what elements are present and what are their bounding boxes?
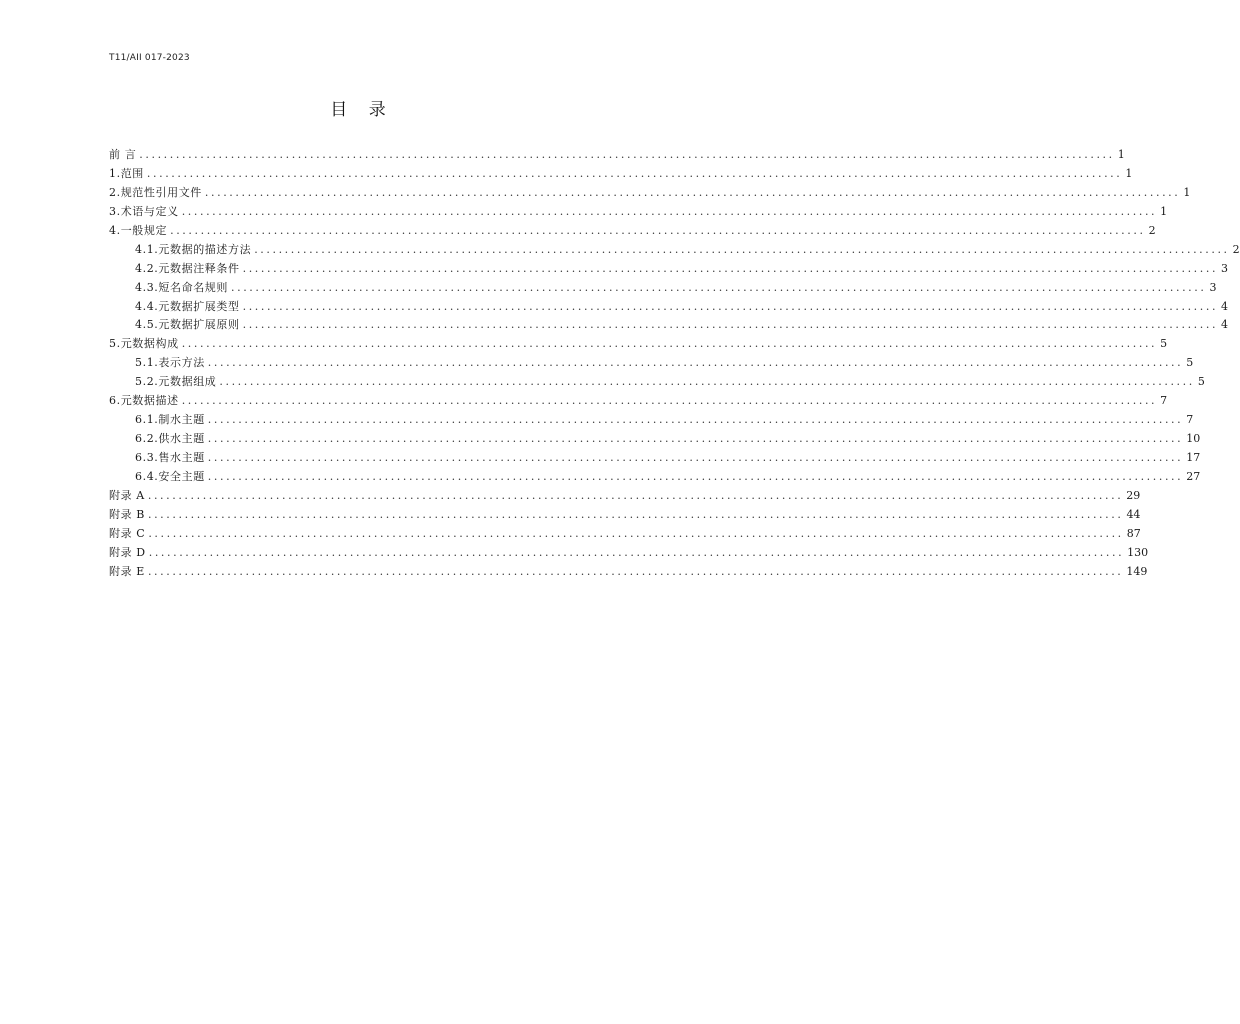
dot-leader: ................................................................................................................................................................: [204, 185, 1181, 199]
toc-entry-label: 5.元数据构成: [109, 337, 179, 351]
dot-leader: ................................................................................................................................................................: [254, 242, 1230, 256]
toc-entry-label: 5.1.表示方法: [135, 356, 205, 370]
toc-entry-appendix-d[interactable]: [109, 544, 1149, 563]
dot-leader: ................................................................................................................................................................: [207, 432, 1184, 446]
toc-entry-label: 4.4.元数据扩展类型: [135, 299, 240, 313]
toc-entry-label: 1.范围: [109, 166, 144, 180]
toc-entry-page: 4: [1221, 318, 1229, 332]
toc-entry-page: 130: [1127, 545, 1149, 559]
toc-entry-page: 3: [1221, 261, 1229, 275]
toc-entry-5-1[interactable]: [109, 354, 1194, 373]
toc-entry-normative-references[interactable]: [109, 184, 1191, 203]
toc-entry-4-4[interactable]: [109, 298, 1229, 317]
toc-entry-label: 附录 C: [109, 526, 146, 540]
dot-leader: ................................................................................................................................................................: [207, 356, 1184, 370]
toc-entry-label: 附录 D: [109, 545, 146, 559]
dot-leader: ................................................................................................................................................................: [148, 526, 1124, 540]
toc-entry-scope[interactable]: [109, 165, 1133, 184]
toc-entry-page: 2: [1232, 242, 1240, 256]
dot-leader: ................................................................................................................................................................: [181, 204, 1158, 218]
dot-leader: ................................................................................................................................................................: [181, 394, 1158, 408]
dot-leader: ................................................................................................................................................................: [207, 413, 1184, 427]
toc-entry-page: 7: [1186, 413, 1194, 427]
toc-entry-page: 87: [1126, 526, 1141, 540]
toc-entry-page: 17: [1186, 451, 1201, 464]
toc-entry-page: 1: [1183, 185, 1191, 199]
toc-entry-page: 1: [1117, 148, 1125, 161]
toc-entry-label: 6.2.供水主题: [135, 432, 205, 446]
dot-leader: ................................................................................................................................................................: [207, 451, 1184, 464]
dot-leader: ................................................................................................................................................................: [147, 564, 1124, 578]
toc-entry-page: 7: [1160, 394, 1168, 408]
toc-entry-label: 6.4.安全主题: [135, 469, 205, 483]
toc-entry-label: 附录 A: [109, 488, 145, 502]
toc-entry-appendix-e[interactable]: [109, 563, 1148, 582]
dot-leader: ................................................................................................................................................................: [147, 507, 1124, 521]
toc-entry-page: 44: [1126, 507, 1141, 521]
toc-entry-page: 2: [1148, 223, 1156, 237]
toc-entry-label: 前 言: [109, 148, 137, 161]
toc-entry-appendix-a[interactable]: [109, 487, 1141, 506]
dot-leader: ................................................................................................................................................................: [170, 223, 1146, 237]
toc-entry-metadata-description[interactable]: [109, 392, 1168, 411]
dot-leader: ................................................................................................................................................................: [148, 545, 1125, 559]
toc-entry-label: 6.元数据描述: [109, 394, 179, 408]
dot-leader: ................................................................................................................................................................: [242, 318, 1219, 332]
toc-entry-label: 附录 B: [109, 507, 145, 521]
table-of-contents: [109, 146, 1240, 582]
toc-entry-4-1[interactable]: [109, 241, 1240, 260]
toc-entry-label: 4.一般规定: [109, 223, 168, 237]
toc-entry-page: 5: [1160, 337, 1168, 351]
toc-entry-page: 10: [1186, 432, 1201, 446]
toc-entry-5-2[interactable]: [109, 373, 1205, 392]
toc-entry-metadata-composition[interactable]: [109, 335, 1168, 354]
toc-entry-label: 6.1.制水主题: [135, 413, 205, 427]
dot-leader: ................................................................................................................................................................: [147, 488, 1124, 502]
dot-leader: ................................................................................................................................................................: [242, 261, 1219, 275]
document-id: T11/AII 017-2023: [109, 53, 190, 63]
toc-entry-page: 5: [1186, 356, 1194, 370]
toc-entry-label: 5.2.元数据组成: [135, 375, 217, 389]
toc-entry-label: 3.术语与定义: [109, 204, 179, 218]
toc-entry-label: 4.5.元数据扩展原则: [135, 318, 240, 332]
dot-leader: ................................................................................................................................................................: [231, 280, 1207, 294]
toc-entry-page: 5: [1197, 375, 1205, 389]
toc-entry-6-1[interactable]: [109, 411, 1194, 430]
toc-entry-appendix-b[interactable]: [109, 506, 1141, 525]
toc-entry-label: 附录 E: [109, 564, 145, 578]
toc-entry-6-4[interactable]: [109, 468, 1201, 487]
dot-leader: ................................................................................................................................................................: [139, 148, 1115, 161]
toc-entry-page: 29: [1126, 488, 1141, 502]
toc-entry-6-2[interactable]: [109, 430, 1201, 449]
dot-leader: ................................................................................................................................................................: [181, 337, 1158, 351]
dot-leader: ................................................................................................................................................................: [219, 375, 1195, 389]
toc-entry-label: 2.规范性引用文件: [109, 185, 202, 199]
toc-entry-label: 4.2.元数据注释条件: [135, 261, 240, 275]
toc-entry-terms-definitions[interactable]: [109, 203, 1168, 222]
toc-entry-6-3[interactable]: [109, 449, 1201, 468]
toc-title: 目 录: [330, 100, 394, 120]
toc-entry-page: 27: [1186, 469, 1201, 483]
toc-entry-label: 4.1.元数据的描述方法: [135, 242, 252, 256]
toc-entry-label: 6.3.售水主题: [135, 451, 205, 464]
toc-entry-4-2[interactable]: [109, 260, 1229, 279]
dot-leader: ................................................................................................................................................................: [207, 469, 1184, 483]
toc-entry-page: 4: [1221, 299, 1229, 313]
dot-leader: ................................................................................................................................................................: [242, 299, 1219, 313]
toc-entry-foreword[interactable]: [109, 146, 1125, 165]
toc-entry-general-provisions[interactable]: [109, 222, 1156, 241]
toc-entry-page: 149: [1126, 564, 1148, 578]
toc-entry-page: 1: [1160, 204, 1168, 218]
toc-entry-appendix-c[interactable]: [109, 525, 1141, 544]
toc-entry-label: 4.3.短名命名规则: [135, 280, 228, 294]
toc-entry-4-5[interactable]: [109, 316, 1229, 335]
toc-entry-4-3[interactable]: [109, 279, 1217, 298]
toc-entry-page: 3: [1209, 280, 1217, 294]
dot-leader: ................................................................................................................................................................: [146, 166, 1123, 180]
toc-entry-page: 1: [1125, 166, 1133, 180]
